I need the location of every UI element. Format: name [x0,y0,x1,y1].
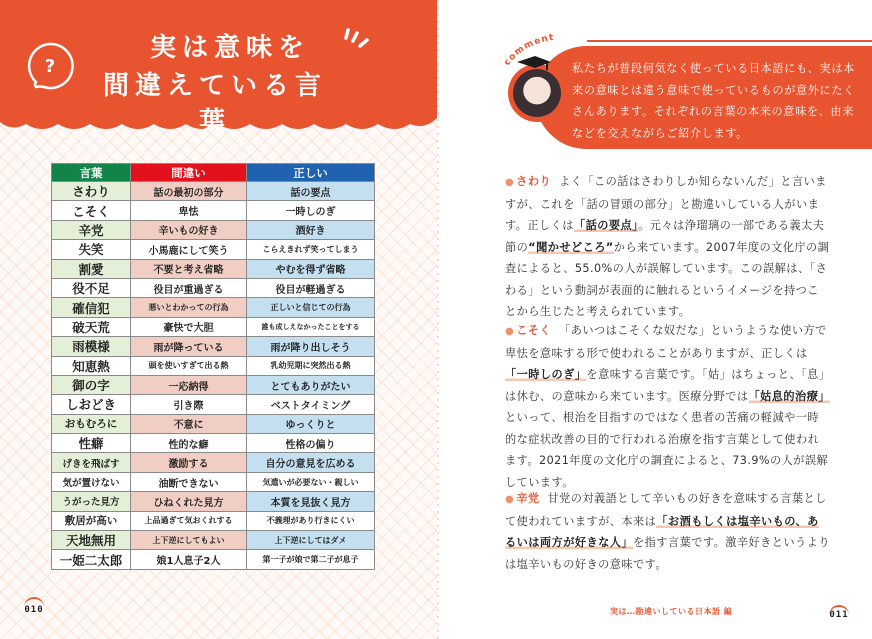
cell-word: 知恵熱 [52,356,131,375]
cell-word: 確信犯 [52,298,131,317]
cell-right: 第一子が娘で第二子が息子 [247,550,375,569]
table-row [52,220,375,239]
cell-wrong: 役目が重過ぎる [131,278,247,297]
article-term: さわり [516,175,552,188]
cell-wrong: 頭を使いすぎて出る熱 [131,356,247,375]
cell-right: 酒好き [247,220,375,239]
cell-wrong: 卑怯 [131,201,247,220]
cell-wrong: 油断できない [131,472,247,491]
cell-right: ベストタイミング [247,395,375,414]
article-text: といって、根治を目指すのではなく患者の苦痛の軽減や一時的な症状改善の目的で行われる治療を指す言葉として使われます。2021年度の文化庁の調査によると、73.9%の人が誤解しています。 [505,411,829,489]
emphasis: 「姑息的治療」 [748,389,830,403]
svg-text:comment: comment [502,32,556,68]
cell-wrong: 上下逆にしてもよい [131,531,247,550]
cell-word: 気が置けない [52,472,131,491]
cell-wrong: 辛いもの好き [131,220,247,239]
table-row [52,259,375,278]
running-title: 実は…勘違いしている日本語 編 [610,607,733,616]
cell-wrong: 話の最初の部分 [131,182,247,201]
cell-right: 一時しのぎ [247,201,375,220]
emphasis: “聞かせどころ” [528,240,614,254]
cell-right: 雨が降り出しそう [247,337,375,356]
cell-right: とてもありがたい [247,375,375,394]
cell-wrong: 上品過ぎて気おくれする [131,511,247,530]
article-text: 甘党の対義語として辛いもの好きを意味する言葉として使われていますが、本来は [505,492,827,528]
cell-word: 失笑 [52,240,131,259]
page-title [90,30,340,140]
comment-rule [587,40,872,42]
table-row [52,492,375,511]
cell-right: 正しいと信じての行為 [247,298,375,317]
cell-right: 誰も成しえなかったことをする [247,317,375,336]
cell-word: 性癖 [52,434,131,453]
page-number-right: 011 [829,610,849,620]
cell-wrong: 娘1人息子2人 [131,550,247,569]
cell-right: 役目が軽過ぎる [247,278,375,297]
bullet-dot-icon: ● [505,326,515,337]
cell-wrong: 一応納得 [131,375,247,394]
cell-right: 上下逆にしてはダメ [247,531,375,550]
article-term: 辛党 [516,492,540,505]
title-line-2: 間違えている言葉 [102,71,327,137]
cell-right: 性格の偏り [247,434,375,453]
cell-word: 雨模様 [52,337,131,356]
article-text: 「あいつはこそくな奴だな」というような使い方で卑怯を意味する形で使われることがありますが、正しくは [505,324,827,360]
table-row [52,395,375,414]
table-row [52,434,375,453]
cell-wrong: 激励する [131,453,247,472]
cell-word: しおどき [52,395,131,414]
cell-word: 天地無用 [52,531,131,550]
article-karato [505,488,830,575]
cell-right: 不義理があり行きにくい [247,511,375,530]
cell-wrong: 雨が降っている [131,337,247,356]
table-row [52,531,375,550]
graduate-avatar [513,69,561,117]
table-row [52,414,375,433]
table-row [52,337,375,356]
table-row [52,240,375,259]
cell-wrong: 不意に [131,414,247,433]
cell-wrong: 小馬鹿にして笑う [131,240,247,259]
article-text: を意味する言葉です。「姑」はちょっと、「息」は休む、の意味から来ています。医療分野では [505,368,825,403]
cell-wrong: 豪快で大胆 [131,317,247,336]
table-row [52,201,375,220]
table-row [52,375,375,394]
cell-right: やむを得ず省略 [247,259,375,278]
cell-word: こそく [52,201,131,220]
cell-right: こらえきれず笑ってしまう [247,240,375,259]
cell-word: うがった見方 [52,492,131,511]
page-gutter [437,0,439,639]
article-text: から来ています。2007年度の文化庁の調査によると、55.0%の人が誤解しています。この誤解は、「さわる」という動詞が表面的に触れるというイメージを持つことから生じたと考えられています。 [505,240,830,318]
cell-right: 乳幼児期に突然出る熱 [247,356,375,375]
cell-word: 御の字 [52,375,131,394]
cell-right: 話の要点 [247,182,375,201]
table-row [52,317,375,336]
table-row [52,298,375,317]
bullet-dot-icon: ● [505,494,515,505]
table-row [52,278,375,297]
article-term: こそく [516,324,552,337]
cell-right: ゆっくりと [247,414,375,433]
emphasis: 「お酒もしくは塩辛いもの、あるいは両方が好きな人」 [505,514,819,549]
svg-text:?: ? [44,56,56,77]
graduation-cap-icon [513,56,553,70]
header-right: 正しい [247,164,375,182]
emphasis: 「一時しのぎ」 [505,368,587,381]
cell-word: 破天荒 [52,317,131,336]
cell-word: げきを飛ばす [52,453,131,472]
table-row [52,182,375,201]
cell-word: 割愛 [52,259,131,278]
cell-word: 役不足 [52,278,131,297]
sparkle-lines-icon [340,24,380,58]
article-text: 。元々は浄瑠璃の一部である義太夫節の [505,219,825,254]
table-header-row [52,164,375,182]
table-row [52,550,375,569]
emphasis: 「話の要点」 [573,219,639,232]
question-bubble-icon [24,40,76,92]
article-text: よく「この話はさわりしか知らないんだ」と言いますが、これを「話の冒頭の部分」と勘違いしている人がいます。正しくは [505,175,827,232]
cell-wrong: 引き際 [131,395,247,414]
comment-text: 私たちが普段何気なく使っている日本語にも、実は本来の意味とは違う意味で使っているものが意外にたくさんあります。それぞれの言葉の本来の意味を、由来などを交えながらご紹介します。 [572,62,855,140]
cell-right: 気遣いが必要ない・親しい [247,472,375,491]
article-kosoku [505,320,830,493]
cell-wrong: 悪いとわかっての行為 [131,298,247,317]
table-row [52,453,375,472]
bullet-dot-icon: ● [505,177,515,188]
cell-word: おもむろに [52,414,131,433]
cell-word: さわり [52,182,131,201]
table-row [52,356,375,375]
title-line-1: 実は意味を [149,33,310,63]
cell-word: 敷居が高い [52,511,131,530]
cell-wrong: ひねくれた見方 [131,492,247,511]
cell-right: 自分の意見を広める [247,453,375,472]
cell-word: 辛党 [52,220,131,239]
table-row [52,472,375,491]
cell-wrong: 不要と考え省略 [131,259,247,278]
header-wrong: 間違い [131,164,247,182]
article-text: を指す言葉です。激辛好きというよりは塩辛いもの好きの意味です。 [505,536,830,571]
header-word: 言葉 [52,164,131,182]
page-number-left: 010 [24,605,44,615]
cell-word: 一姫二太郎 [52,550,131,569]
words-table [51,163,375,570]
cell-wrong: 性的な癖 [131,434,247,453]
article-sawari [505,171,830,323]
cell-right: 本質を見抜く見方 [247,492,375,511]
table-row [52,511,375,530]
